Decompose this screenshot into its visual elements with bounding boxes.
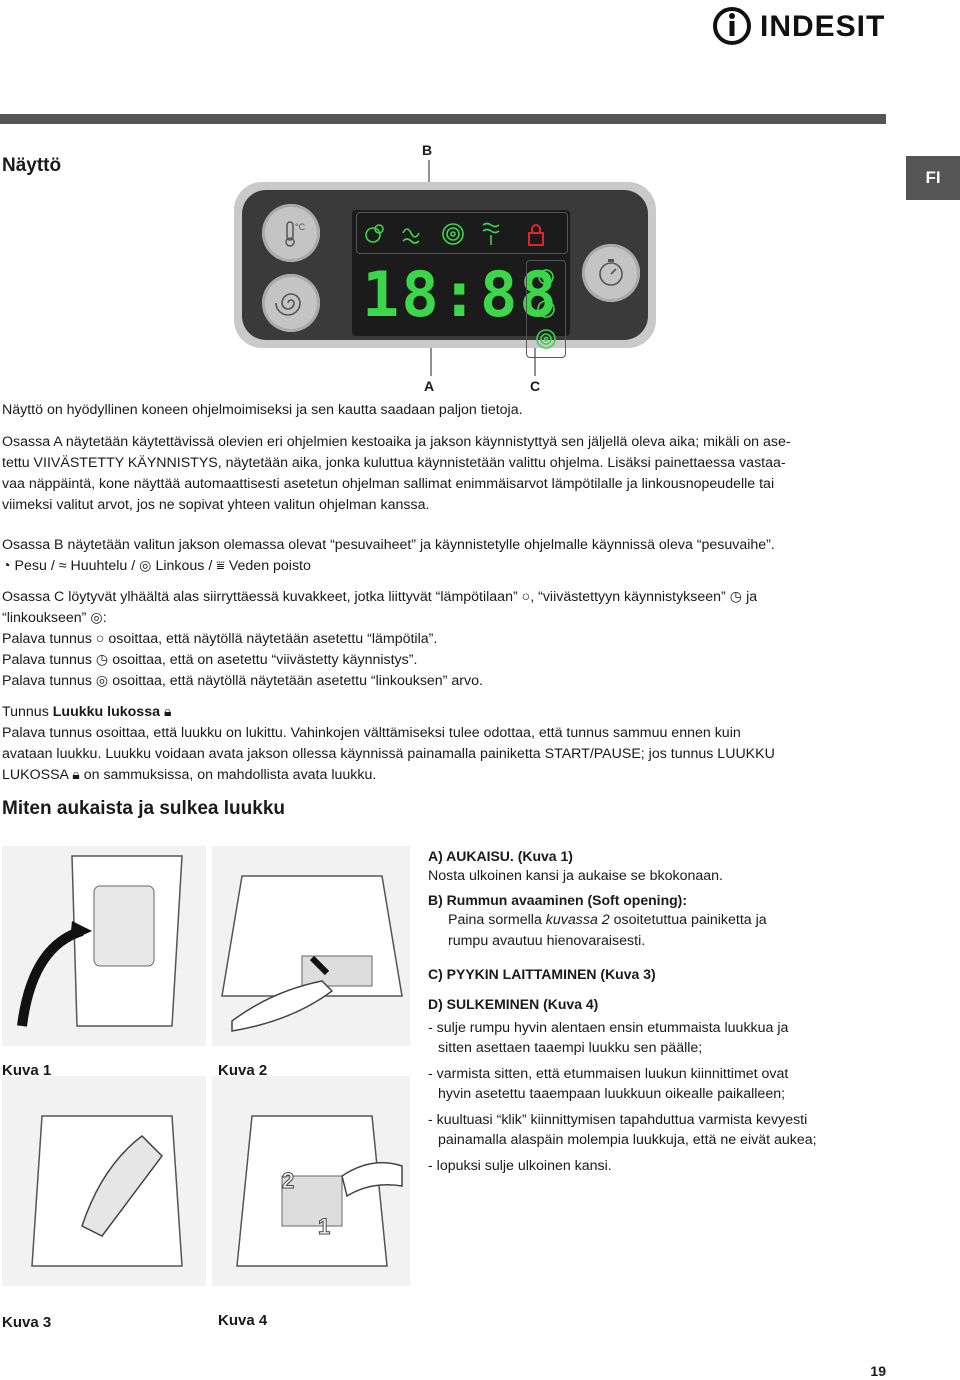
delay-symbol-icon: ◷ [95, 652, 109, 668]
spin-symbol-icon: ◎ [95, 673, 109, 689]
step-b-text-part: rumpu avautuu hienovaraisesti. [448, 933, 646, 949]
step-b-text-part: kuvassa 2 [545, 912, 610, 928]
lock-text: Palava tunnus osoittaa, että luukku on lukittu. Vahinkojen välttämiseksi tulee odottaa, että tunnus sammuu ennen kuin [2, 725, 741, 741]
step-d-title: D) SULKEMINEN (Kuva 4) [428, 996, 599, 1012]
drain-phase-icon [483, 224, 499, 246]
para-c [2, 587, 882, 692]
spin-spiral-icon [262, 274, 320, 332]
brand-name: INDESIT [760, 10, 886, 43]
separator: / [208, 558, 213, 574]
step-d-item: - lopuksi sulje ulkoinen kansi. [428, 1158, 612, 1174]
lock-icon: 🔒︎ [72, 767, 80, 783]
label-b: B [422, 142, 433, 158]
lock-text: avataan luukku. Luukku voidaan avata jakson ollessa käynnissä painamalla painiketta START/PAUSE; jos tunnus LUUKKU [2, 746, 775, 762]
phase-drain-label: Veden poisto [228, 558, 311, 574]
para-c-text: , “viivästettyyn käynnistykseen” [530, 589, 726, 605]
delay-timer-icon [582, 244, 640, 302]
step-d-item: hyvin asetettu taaempaan luukkuun oikealle paikalleen; [438, 1086, 786, 1102]
spin-symbol-icon: ◎ [90, 610, 103, 626]
status-icon-strip [526, 260, 566, 358]
rinse-icon: ≈ [58, 558, 67, 574]
caption-kuva-4: Kuva 4 [218, 1312, 268, 1329]
door-steps [428, 846, 888, 1176]
figure-3-illustration [2, 1076, 206, 1286]
temperature-symbol-icon: ○ [95, 631, 105, 647]
lit-text: osoittaa, että näytöllä näytetään asetettu “lämpötila”. [108, 631, 438, 647]
language-tab: FI [906, 156, 960, 200]
step-b-text [428, 910, 888, 952]
temperature-symbol-icon: ○ [521, 589, 531, 605]
step-d-item: - sulje rumpu hyvin alentaen ensin etummaista luukkua ja [428, 1020, 789, 1036]
step-d-item: - kuultuasi “klik” kiinnittymisen tapahduttua varmista kevyesti [428, 1112, 808, 1128]
para-c-text: Osassa C löytyvät ylhäältä alas siirryttäessä kuvakkeet, jotka liittyvät “lämpötilaan” [2, 589, 518, 605]
spin-icon: ◎ [139, 558, 152, 574]
label-a: A [424, 378, 435, 394]
section-title-door: Miten aukaista ja sulkea luukku [2, 798, 285, 819]
para-a [2, 432, 902, 516]
step-c-title: C) PYYKIN LAITTAMINEN (Kuva 3) [428, 966, 656, 982]
lock-icon: 🔒︎ [163, 704, 172, 720]
spin-phase-icon [443, 224, 463, 244]
phase-legend [2, 556, 311, 577]
spin-button[interactable] [262, 274, 320, 332]
drain-icon: ⩸ [216, 558, 225, 574]
step-d-list [428, 1018, 888, 1176]
para-c-text: : [102, 610, 107, 626]
step-b-text-part: Paina sormella [448, 912, 542, 928]
phase-spin-label: Linkous [155, 558, 205, 574]
section-title-display: Näyttö [2, 155, 62, 176]
delay-start-button[interactable] [582, 244, 640, 302]
lock-text: on sammuksissa, on mahdollista avata luukku. [83, 767, 377, 783]
figure-2-illustration [212, 846, 410, 1046]
step-b-title: B) Rummun avaaminen (Soft opening): [428, 892, 687, 908]
phase-rinse-label: Huuhtelu [70, 558, 128, 574]
caption-kuva-1: Kuva 1 [2, 1062, 52, 1079]
delay-indicator-icon [538, 301, 554, 317]
display-digits: 18:88 [362, 258, 559, 331]
rinse-phase-icon [403, 229, 419, 243]
door-locked-icon [529, 225, 543, 245]
lit-text: osoittaa, että on asetettu “viivästetty käynnistys”. [112, 652, 418, 668]
para-c-text: “linkoukseen” [2, 610, 87, 626]
separator: / [131, 558, 136, 574]
lit-text: Palava tunnus [2, 652, 92, 668]
temperature-button[interactable] [262, 204, 320, 262]
step-a-title: A) AUKAISU. (Kuva 1) [428, 848, 573, 864]
step-d-item: painamalla alaspäin molempia luukkuja, että ne eivät aukea; [438, 1132, 817, 1148]
lit-text: osoittaa, että näytöllä näytetään asetettu “linkouksen” arvo. [112, 673, 483, 689]
step-b-text-part: osoitetuttua painiketta ja [613, 912, 767, 928]
lock-paragraph [2, 702, 882, 786]
phase-icon-strip [356, 212, 568, 254]
para-a-line: vaa näppäintä, kone näyttää automaattisesti asetetun ohjelman sallimat enimmäisarvot lämpötilalle ja linkousnopeudelle tai [2, 476, 775, 492]
figure-1-illustration [2, 846, 206, 1046]
wash-phase-icon [366, 225, 383, 242]
para-c-text: ja [746, 589, 758, 605]
para-a-line: Osassa A näytetään käytettävissä olevien eri ohjelmien kestoaika ja jakson käynnistyttyä sen jäljellä oleva aika; mikäli on ase- [2, 434, 791, 450]
figure-4-marker-1: 1 [318, 1214, 331, 1239]
lock-text: LUKOSSA [2, 767, 69, 783]
para-a-line: viimeksi valitut arvot, jos ne sopivat yhteen valitun ohjelman kanssa. [2, 497, 430, 513]
wash-icon: ◔ [2, 558, 11, 574]
separator: / [50, 558, 55, 574]
temperature-indicator-icon [539, 270, 553, 284]
step-a-text: Nosta ulkoinen kansi ja aukaise se bkokonaan. [428, 868, 723, 884]
svg-text:°C: °C [295, 222, 306, 232]
caption-kuva-3: Kuva 3 [2, 1314, 52, 1331]
label-c: C [530, 378, 541, 394]
lcd-display [352, 210, 570, 336]
lock-name: Luukku lukossa [52, 704, 160, 720]
lock-label: Tunnus [2, 704, 49, 720]
step-d-item: sitten asettaen taaempi luukku sen päälle; [438, 1040, 703, 1056]
delay-symbol-icon: ◷ [729, 589, 743, 605]
intro-text: Näyttö on hyödyllinen koneen ohjelmoimiseksi ja sen kautta saadaan paljon tietoja. [2, 402, 523, 418]
para-b: Osassa B näytetään valitun jakson olemassa olevat “pesuvaiheet” ja käynnistetylle ohjelmalle käynnissä oleva “pesuvaihe”. [2, 537, 775, 553]
spin-indicator-icon [537, 330, 555, 348]
thermometer-icon [262, 204, 320, 262]
page-number: 19 [870, 1363, 886, 1379]
para-a-line: tettu VIIVÄSTETTY KÄYNNISTYS, näytetään aika, jonka kuluttua käynnistetään valittu ohjelma. Lisäksi painettaessa vastaa- [2, 455, 786, 471]
figure-4-illustration [212, 1076, 410, 1286]
lit-text: Palava tunnus [2, 673, 92, 689]
figure-4-marker-2: 2 [282, 1168, 295, 1193]
door-illustrations [2, 846, 410, 1286]
phase-wash-label: Pesu [14, 558, 47, 574]
control-panel [234, 182, 656, 348]
step-d-item: - varmista sitten, että etummaisen luukun kiinnittimet ovat [428, 1066, 789, 1082]
caption-kuva-2: Kuva 2 [218, 1062, 268, 1079]
lit-text: Palava tunnus [2, 631, 92, 647]
